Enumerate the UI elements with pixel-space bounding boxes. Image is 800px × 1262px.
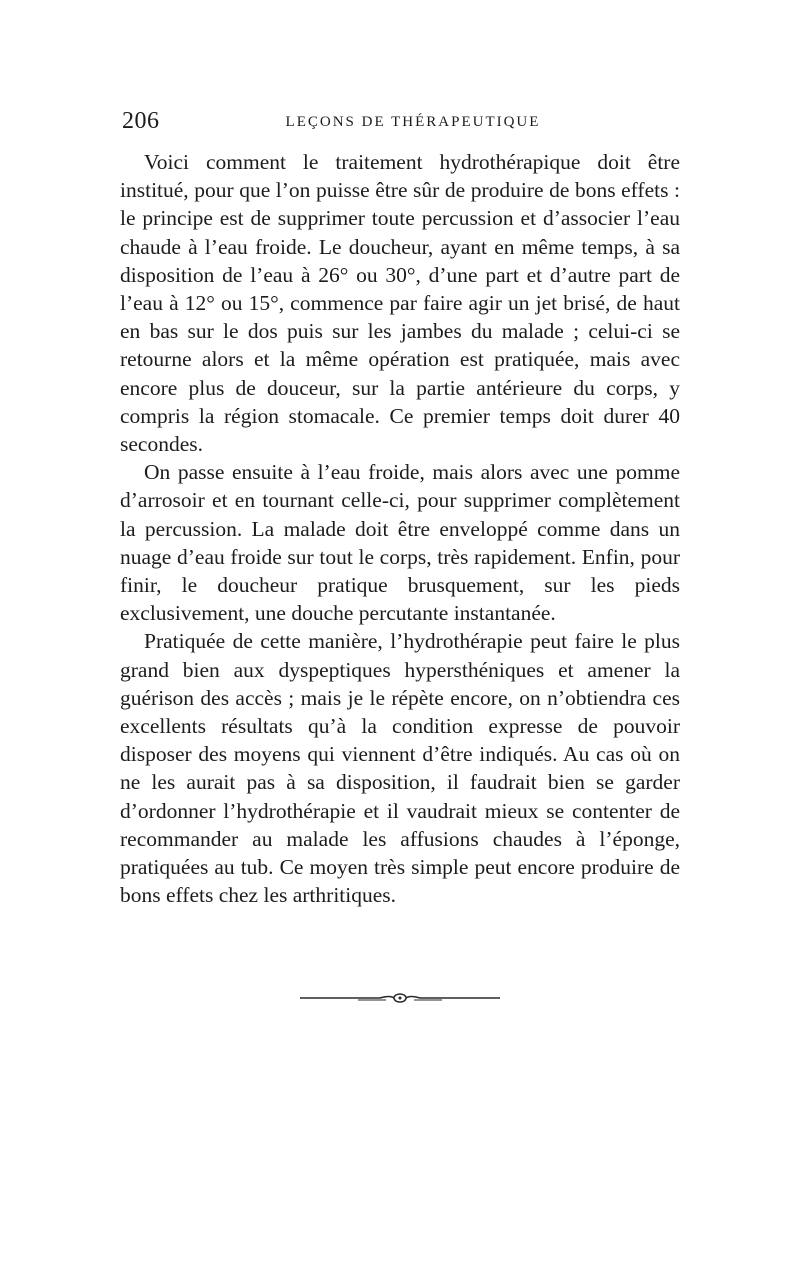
paragraph-3: Pratiquée de cette manière, l’hydrothérapie peut faire le plus grand bien aux dyspeptiques hypersthéniques et amener la guérison des accès ; mais je le répète encore, on n’obtiendra ces excellents résultats qu’à la condition expresse de pouvoir disposer des moyens qui viennent d’être indiqués. Au cas où on ne les aurait pas à sa disposition, il faudrait bien se garder d’ordonner l’hydrothérapie et il vaudrait mieux se contenter de recommander au malade les affusions chaudes à l’éponge, pratiquées au tub. Ce moyen très simple peut encore produire de bons effets chez les arthritiques. [120,629,680,908]
running-head [122,108,682,138]
page-number: 206 [122,108,160,134]
running-title: LEÇONS DE THÉRAPEUTIQUE [285,114,541,130]
end-ornament [298,988,502,1008]
paragraph-2: On passe ensuite à l’eau froide, mais alors avec une pomme d’arrosoir et en tournant celle-ci, pour supprimer complètement la percussion. La malade doit être enveloppé comme dans un nuage d’eau froide sur tout le corps, très rapidement. Enfin, pour finir, le doucheur pratique brusquement, sur les pieds exclusivement, une douche percutante instantanée. [120,460,680,626]
paragraph-1: Voici comment le traitement hydrothérapique doit être institué, pour que l’on puisse être sûr de produire de bons effets : le principe est de supprimer toute percussion et d’associer l’eau chaude à l’eau froide. Le doucheur, ayant en même temps, à sa disposition de l’eau à 26° ou 30°, d’une part et d’autre part de l’eau à 12° ou 15°, commence par faire agir un jet brisé, de haut en bas sur le dos puis sur les jambes du malade ; celui-ci se retourne alors et la même opération est pratiquée, mais avec encore plus de douceur, sur la partie antérieure du corps, y compris la région stomacale. Ce premier temps doit durer 40 secondes. [120,150,680,457]
body-text [120,148,680,909]
